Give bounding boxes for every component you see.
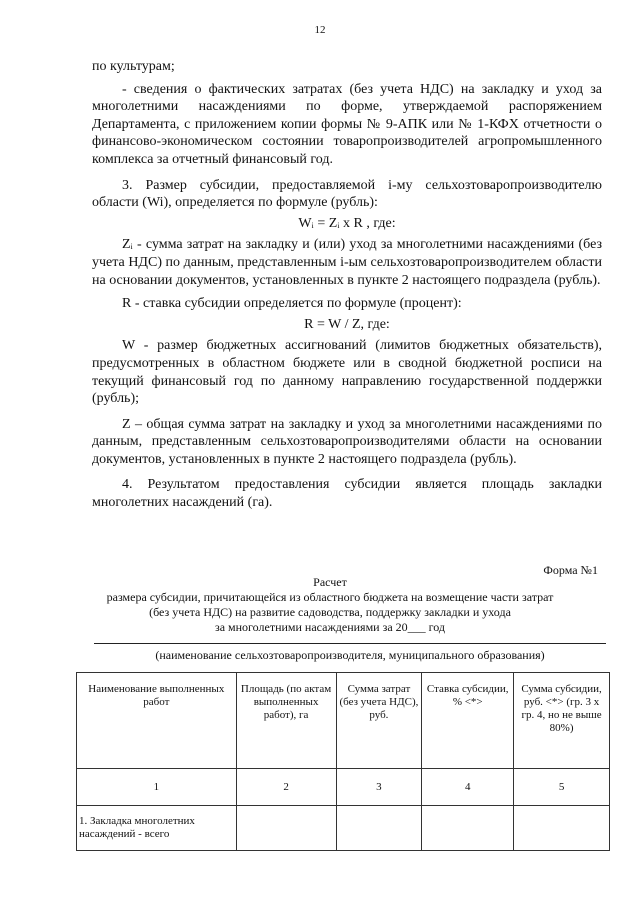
- org-name-line: [94, 643, 606, 644]
- paragraph: W - размер бюджетных ассигнований (лимитов бюджетных обязательств), предусмотренных в областном бюджете или в сводной бюджетной росписи на текущий финансовый год по данному направлению государственной поддержки (рубль);: [92, 338, 602, 407]
- paragraph: Z – общая сумма затрат на закладку и уход за многолетними насаждениями по данным, представленным сельхозтоваропроизводителями области на основании документов, установленных в пункте 2 настоящего подраздела (рубль).: [92, 416, 602, 467]
- column-number: 4: [422, 769, 514, 806]
- table-cell: [514, 806, 610, 851]
- formula: Wᵢ = Zᵢ x R , где:: [298, 215, 396, 231]
- form-title-line: (без учета НДС) на развитие садоводства, поддержку закладки и ухода: [149, 605, 511, 619]
- form-title-line: размера субсидии, причитающейся из областного бюджета на возмещение части затрат: [106, 590, 554, 604]
- form-title: [70, 575, 590, 635]
- column-number: 2: [236, 769, 336, 806]
- table-cell: [422, 806, 514, 851]
- table-cell: [236, 806, 336, 851]
- calculation-table: [76, 672, 610, 851]
- table-column-number-row: [77, 769, 610, 806]
- form-title-line: Расчет: [313, 575, 347, 589]
- table-header-cell: Сумма затрат (без учета НДС), руб.: [336, 673, 422, 769]
- table-header-cell: Ставка субсидии, % <*>: [422, 673, 514, 769]
- body-text: [92, 58, 602, 512]
- table-header-cell: Сумма субсидии, руб. <*> (гр. 3 х гр. 4, но не выше 80%): [514, 673, 610, 769]
- formula: R = W / Z, где:: [304, 316, 390, 332]
- paragraph: по культурам;: [92, 59, 175, 74]
- form-number: Форма №1: [543, 563, 598, 577]
- page-number: 12: [314, 24, 326, 36]
- paragraph: Zᵢ - сумма затрат на закладку и (или) уход за многолетними насаждениями (без учета НДС) по данным, представленным i-ым сельхозтоваропроизводителем области на основании документов, установленных в пункте 2 настоящего подраздела (рубль).: [92, 237, 602, 288]
- paragraph: R - ставка субсидии определяется по формуле (процент):: [122, 296, 462, 312]
- paragraph: 4. Результатом предоставления субсидии является площадь закладки многолетних насаждений (га).: [92, 477, 602, 511]
- column-number: 1: [77, 769, 237, 806]
- table-header-row: [77, 673, 610, 769]
- table-header-cell: Наименование выполненных работ: [77, 673, 237, 769]
- table-cell: 1. Закладка многолетних насаждений - всего: [77, 806, 237, 851]
- paragraph: 3. Размер субсидии, предоставляемой i-му сельхозтоваропроизводителю области (Wi), определяется по формуле (рубль):: [92, 177, 602, 211]
- form-title-line: за многолетними насаждениями за 20___ год: [214, 620, 446, 634]
- table-header-cell: Площадь (по актам выполненных работ), га: [236, 673, 336, 769]
- column-number: 5: [514, 769, 610, 806]
- table-row: [77, 806, 610, 851]
- table-cell: [336, 806, 422, 851]
- column-number: 3: [336, 769, 422, 806]
- paragraph: - сведения о фактических затратах (без учета НДС) на закладку и уход за многолетними насаждениями по форме, утверждаемой распоряжением Департамента, с приложением копии формы № 9-АПК или № 1-КФХ отчетности о финансово-экономическом состоянии товаропроизводителей агропромышленного комплекса за отчетный финансовый год.: [92, 81, 602, 167]
- org-name-caption: (наименование сельхозтоваропроизводителя, муниципального образования): [155, 648, 545, 662]
